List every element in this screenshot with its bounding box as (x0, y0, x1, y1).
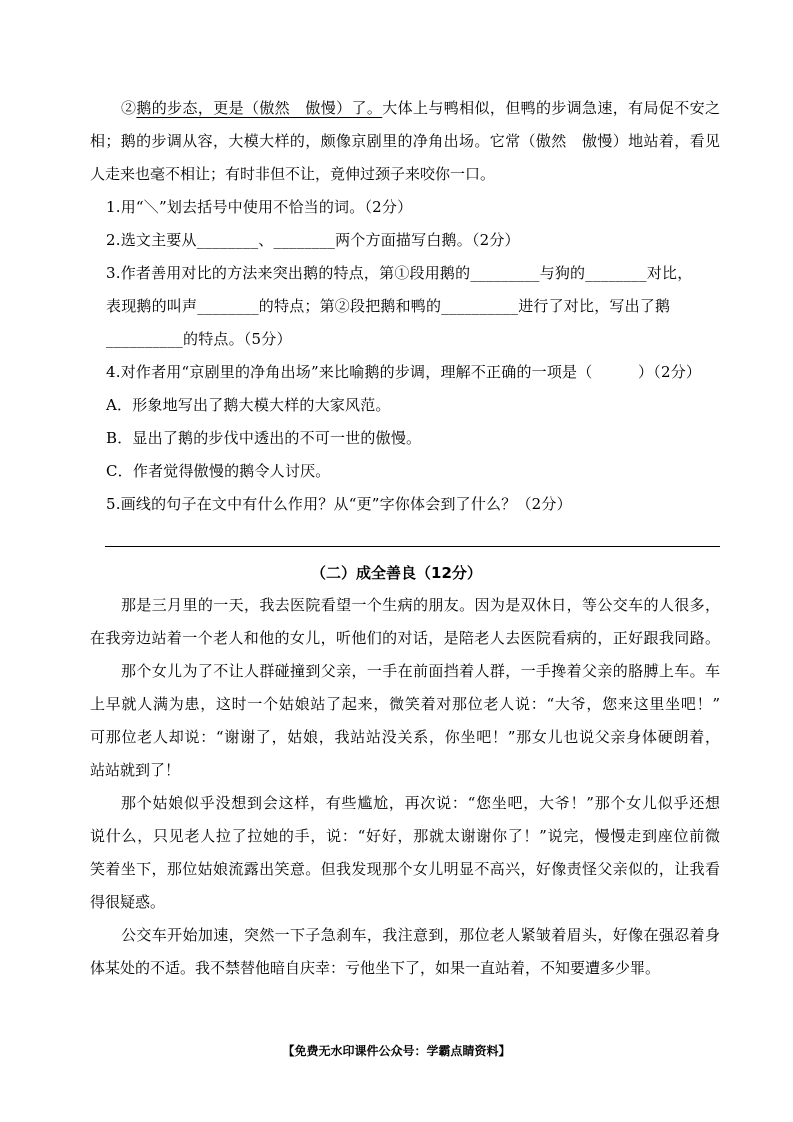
reading-passage-section (90, 589, 720, 985)
option-a: A．形象地写出了鹅大模大样的大家风范。 (106, 396, 391, 414)
goose-passage-section (90, 92, 720, 521)
paragraph-line: 笑着坐下，那位姑娘流露出笑意。但我发现那个女儿明显不高兴，好像责怪父亲似的，让我看 (90, 860, 720, 878)
paragraph (90, 589, 720, 655)
passage-line: 相；鹅的步调从容，大模大样的，颇像京剧里的净角出场。它常（傲然 傲慢）地站着，看见 (90, 132, 720, 150)
paragraph-line: 说什么，只见老人拉了拉她的手，说：“好好，那就太谢谢你了！”说完，慢慢走到座位前微 (90, 827, 720, 845)
question-3-line: 3.作者善用对比的方法来突出鹅的特点，第①段用鹅的_________与狗的________对比， (106, 264, 693, 282)
paragraph (90, 655, 720, 787)
paragraph-line: 站站就到了！ (90, 761, 181, 779)
paragraph-marker: ② (121, 99, 137, 117)
paragraph-line: 那个女儿为了不让人群碰撞到父亲，一手在前面挡着人群，一手搀着父亲的胳膊上车。车 (121, 662, 720, 680)
question-2: 2.选文主要从________、________两个方面描写白鹅。（2分） (106, 231, 520, 249)
passage-line: 人走来也毫不相让；有时非但不让，竟伸过颈子来咬你一口。 (90, 165, 496, 183)
paragraph-line: 可那位老人却说：“谢谢了，姑娘，我站站没关系，你坐吧！”那女儿也说父亲身体硬朗着， (90, 728, 720, 746)
question-3-line: 表现鹅的叫声________的特点；第②段把鹅和鸭的__________进行了对比，写出了鹅 (106, 297, 671, 315)
paragraph-line: 得很疑惑。 (90, 893, 166, 911)
paragraph-line: 体某处的不适。我不禁替他暗自庆幸：亏他坐下了，如果一直站着，不知要遭多少罪。 (90, 959, 661, 977)
paragraph (90, 787, 720, 919)
question-3-line: __________的特点。（5分） (106, 330, 292, 348)
footer-note: 【免费无水印课件公众号：学霸点睛资料】 (282, 1044, 511, 1058)
passage-text: 大体上与鸭相似，但鸭的步调急速，有局促不安之 (382, 99, 720, 117)
question-4-stem: 4.对作者用“京剧里的净角出场”来比喻鹅的步调，理解不正确的一项是（ ）（2分） (106, 363, 702, 381)
section-title: （二）成全善良（12分） (311, 564, 482, 582)
option-b: B．显出了鹅的步伐中透出的不可一世的傲慢。 (106, 429, 422, 447)
paragraph-line: 那个姑娘似乎没想到会这样，有些尴尬，再次说：“您坐吧，大爷！”那个女儿似乎还想 (121, 794, 720, 812)
paragraph (90, 919, 720, 985)
paragraph-line: 公交车开始加速，突然一下子急刹车，我注意到，那位老人紧皱着眉头，好像在强忍着身 (121, 926, 720, 944)
paragraph-line: 上早就人满为患，这时一个姑娘站了起来，微笑着对那位老人说：“大爷，您来这里坐吧！” (90, 695, 720, 713)
paragraph-line: 在我旁边站着一个老人和他的女儿，听他们的对话，是陪老人去医院看病的，正好跟我同路。 (90, 629, 720, 647)
option-c: C．作者觉得傲慢的鹅令人讨厌。 (106, 462, 331, 480)
question-5: 5.画线的句子在文中有什么作用？从“更”字你体会到了什么？（2分） (106, 495, 572, 513)
question-1: 1.用“＼”划去括号中使用不恰当的词。（2分） (106, 198, 413, 216)
paragraph-line: 那是三月里的一天，我去医院看望一个生病的朋友。因为是双休日，等公交车的人很多， (121, 596, 720, 614)
passage-line (90, 92, 720, 125)
underlined-sentence: 鹅的步态，更是（傲然 傲慢）了。 (136, 99, 383, 117)
divider-line (105, 546, 720, 547)
